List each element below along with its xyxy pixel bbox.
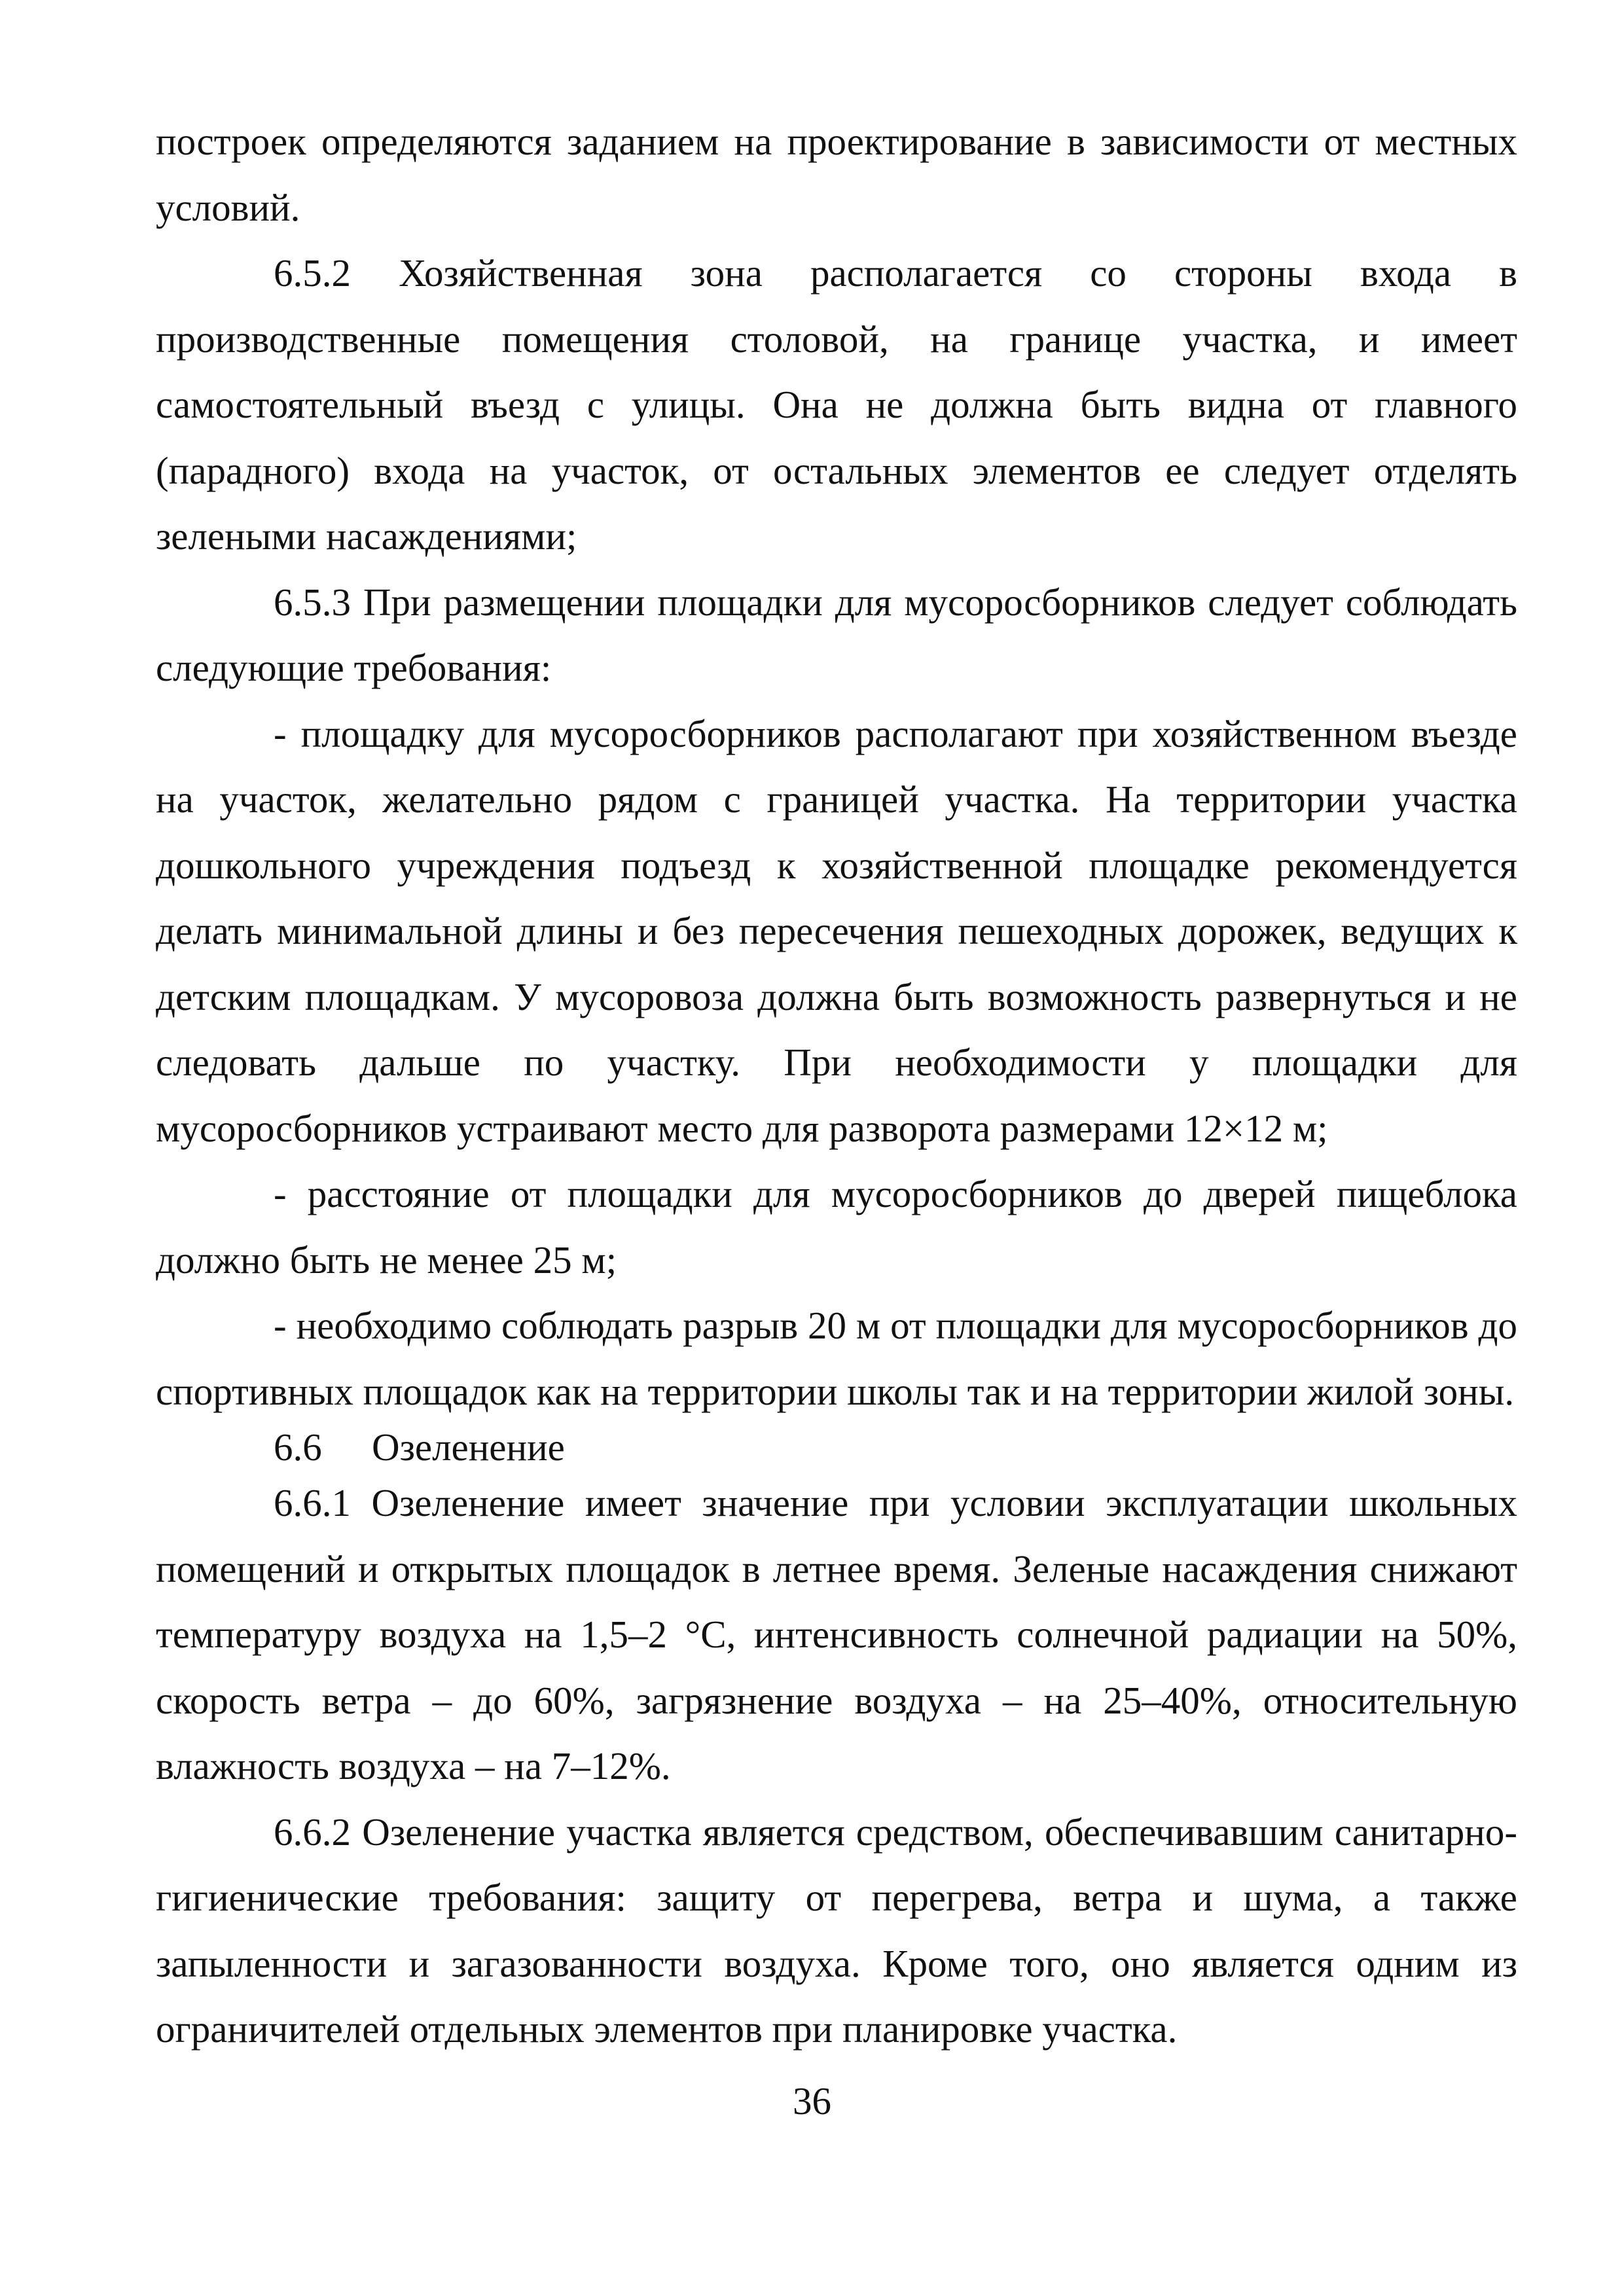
page-number: 36 <box>793 2079 831 2123</box>
paragraph-6-6-2: 6.6.2 Озеленение участка является средством, обеспечивавшим санитарно-гигиенические требования: защиту от перегрева, ветра и шума, а также запыленности и загазованности воздуха. Кроме того, оно является одним из ограничителей отдельных элементов при планировке участка. <box>156 1810 1517 2051</box>
list-item-distance-to-kitchen: - расстояние от площадки для мусоросборников до дверей пищеблока должно быть не менее 25 м; <box>156 1172 1517 1282</box>
section-number: 6.6 <box>274 1426 322 1469</box>
paragraph-6-5-2: 6.5.2 Хозяйственная зона располагается со стороны входа в производственные помещения столовой, на границе участка, и имеет самостоятельный въезд с улицы. Она не должна быть видна от главного (парадного) входа на участок, от остальных элементов ее следует отделять зелеными насаждениями; <box>156 251 1517 558</box>
paragraph-6-5-3: 6.5.3 При размещении площадки для мусоросборников следует соблюдать следующие требования: <box>156 580 1517 689</box>
list-item-distance-to-sports: - необходимо соблюдать разрыв 20 м от площадки для мусоросборников до спортивных площадок как на территории школы так и на территории жилой зоны. <box>156 1304 1517 1413</box>
paragraph-continuation: построек определяются заданием на проектирование в зависимости от местных условий. <box>156 120 1517 229</box>
body-text <box>156 109 1517 2062</box>
section-heading-6-6 <box>156 1424 1517 1470</box>
paragraph-6-6-1: 6.6.1 Озеленение имеет значение при условии эксплуатации школьных помещений и открытых площадок в летнее время. Зеленые насаждения снижают температуру воздуха на 1,5–2 °С, интенсивность солнечной радиации на 50%, скорость ветра – до 60%, загрязнение воздуха – на 25–40%, относительную влажность воздуха – на 7–12%. <box>156 1481 1517 1787</box>
list-item-waste-site-placement: - площадку для мусоросборников располагают при хозяйственном въезде на участок, желательно рядом с границей участка. На территории участка дошкольного учреждения подъезд к хозяйственной площадке рекомендуется делать минимальной длины и без пересечения пешеходных дорожек, ведущих к детским площадкам. У мусоровоза должна быть возможность развернуться и не следовать дальше по участку. При необходимости у площадки для мусоросборников устраивают место для разворота размерами 12×12 м; <box>156 711 1517 1150</box>
section-title: Озеленение <box>372 1426 565 1469</box>
